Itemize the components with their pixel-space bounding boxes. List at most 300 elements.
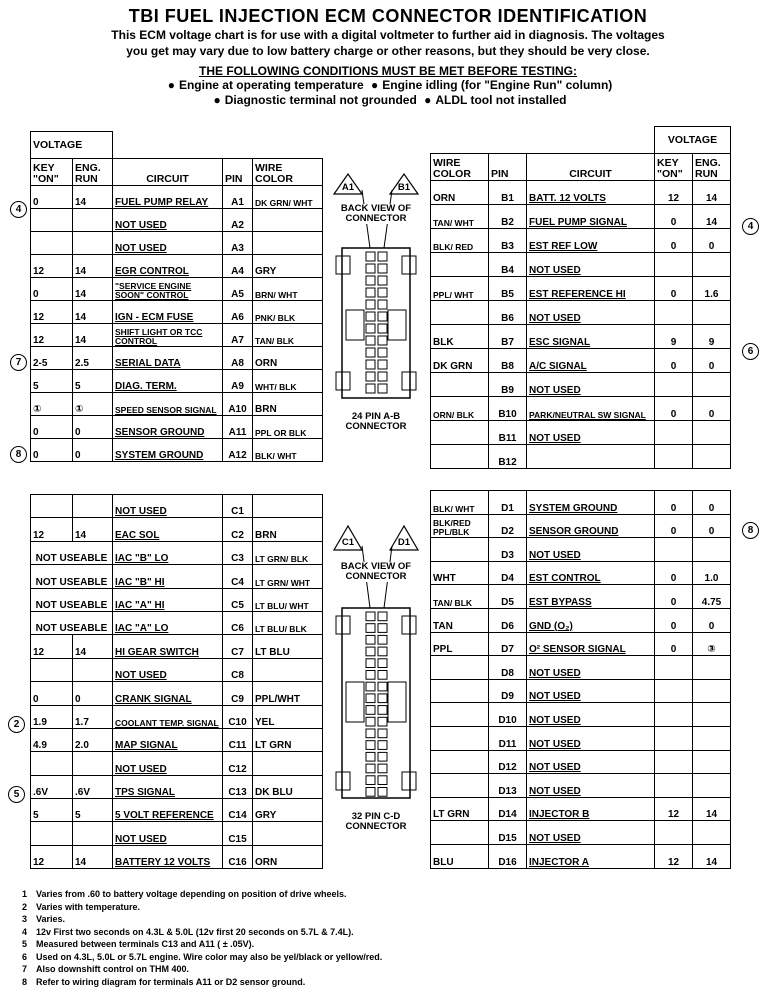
connector-pin <box>366 348 375 357</box>
eng-run-value: 1.7 <box>73 705 113 728</box>
connector-pin <box>378 624 387 633</box>
table-row <box>31 324 323 347</box>
eng-run-value: 14 <box>73 301 113 324</box>
connector-pin <box>366 288 375 297</box>
key-on-value: 4.9 <box>31 728 73 751</box>
wire-color <box>431 421 489 445</box>
key-on-value <box>655 445 693 469</box>
connector-pin <box>378 252 387 261</box>
footnote-text: Varies from .60 to battery voltage depending on position of drive wheels. <box>36 889 347 899</box>
key-on-value <box>655 538 693 562</box>
circuit-name: NOT USED <box>113 232 223 255</box>
note-marker-8-right: 8 <box>742 522 759 539</box>
wire-color <box>431 703 489 727</box>
eng-run-value: 0 <box>73 416 113 439</box>
table-row <box>431 373 731 397</box>
connector-pin <box>378 741 387 750</box>
intro-line-2: you get may vary due to low battery charge or other reasons, but they should be very close. <box>126 44 650 58</box>
eng-run-value <box>693 774 731 798</box>
pin-id: B1 <box>489 181 527 205</box>
pin-id: B6 <box>489 301 527 325</box>
pin-id: A7 <box>223 324 253 347</box>
table-row <box>31 518 323 541</box>
connector-c-table <box>30 494 323 869</box>
pin-id: D11 <box>489 726 527 750</box>
eng-run-value <box>73 495 113 518</box>
b1-label: B1 <box>397 182 411 193</box>
connector-pin <box>366 276 375 285</box>
table-row <box>431 514 731 538</box>
note-marker-8: 8 <box>10 446 27 463</box>
eng-run-value: 0 <box>73 439 113 462</box>
eng-run-value: 0 <box>693 491 731 515</box>
c1-label: C1 <box>341 537 355 548</box>
connector-pin <box>366 612 375 621</box>
table-row <box>31 278 323 301</box>
circuit-name: SPEED SENSOR SIGNAL <box>113 393 223 416</box>
wire-color <box>253 752 323 775</box>
footnote-item <box>22 888 382 901</box>
eng-run-value <box>693 750 731 774</box>
footnote-number: 4 <box>22 926 28 937</box>
wire-color <box>253 822 323 845</box>
key-on-value: 12 <box>31 635 73 658</box>
circuit-name: NOT USED <box>527 421 655 445</box>
eng-run-value: 14 <box>693 205 731 229</box>
footnote-text: Also downshift control on THM 400. <box>36 964 189 974</box>
condition-3: Diagnostic terminal not grounded <box>224 93 417 107</box>
eng-run-value <box>693 253 731 277</box>
connector-pin <box>378 384 387 393</box>
voltage-header: VOLTAGE <box>31 132 113 159</box>
wire-color: PPL/WHT <box>253 682 323 705</box>
key-on-value: 0 <box>655 632 693 656</box>
footnote-item <box>22 926 382 939</box>
circuit-header: CIRCUIT <box>113 159 223 186</box>
table-row <box>31 588 323 611</box>
table-row <box>31 255 323 278</box>
column-header-row <box>431 154 731 181</box>
pin-id: D1 <box>489 491 527 515</box>
pin-id: D12 <box>489 750 527 774</box>
connector-pin <box>378 324 387 333</box>
connector-pin <box>366 764 375 773</box>
table-row <box>31 347 323 370</box>
connector-pin <box>366 635 375 644</box>
connector-pin <box>366 360 375 369</box>
table-row <box>431 774 731 798</box>
circuit-name: NOT USED <box>527 656 655 680</box>
eng-run-value: 2.0 <box>73 728 113 751</box>
circuit-name: NOT USED <box>527 726 655 750</box>
eng-run-value: 0 <box>693 514 731 538</box>
connector-pin <box>366 659 375 668</box>
eng-run-value <box>73 209 113 232</box>
table-row <box>431 277 731 301</box>
connector-b-table <box>430 126 731 469</box>
wire-color: PPL OR BLK <box>253 416 323 439</box>
circuit-name: EST REF LOW <box>527 229 655 253</box>
connector-pin <box>378 776 387 785</box>
footnote-text: Varies with temperature. <box>36 901 141 912</box>
voltage-header-row <box>31 132 323 159</box>
eng-run-value: 14 <box>693 181 731 205</box>
connector-pin <box>366 252 375 261</box>
wire-color: DK GRN <box>431 349 489 373</box>
footnote-text: Used on 4.3L, 5.0L or 5.7L engine. Wire color may also be yel/black or yellow/red. <box>36 951 383 962</box>
eng-run-value: 4.75 <box>693 585 731 609</box>
circuit-name: IAC "B" LO <box>113 541 223 564</box>
eng-run-value <box>693 301 731 325</box>
eng-run-value: 2.5 <box>73 347 113 370</box>
connector-pin <box>366 300 375 309</box>
eng-run-value: 14 <box>693 844 731 868</box>
wire-color <box>253 232 323 255</box>
key-on-value: 12 <box>31 301 73 324</box>
key-on-value <box>655 301 693 325</box>
eng-run-value <box>73 752 113 775</box>
pin-id: B10 <box>489 397 527 421</box>
wire-color: BLU <box>431 844 489 868</box>
circuit-name: COOLANT TEMP. SIGNAL <box>113 705 223 728</box>
footnote-item <box>22 938 382 951</box>
circuit-name: GND (O₂) <box>527 608 655 632</box>
connector-pin <box>366 324 375 333</box>
key-on-value: 0 <box>655 491 693 515</box>
eng-run-value: ① <box>73 393 113 416</box>
eng-run-value: 14 <box>73 845 113 868</box>
pin-id: A5 <box>223 278 253 301</box>
table-row <box>31 728 323 751</box>
connector-pin <box>378 659 387 668</box>
key-on-value: 0 <box>31 186 73 209</box>
pin-id: D13 <box>489 774 527 798</box>
wire-color: BLK/ RED <box>431 229 489 253</box>
pin-id: C5 <box>223 588 253 611</box>
circuit-name: IAC "A" HI <box>113 588 223 611</box>
key-on-value: NOT USEABLE <box>31 541 113 564</box>
key-on-value: 12 <box>655 181 693 205</box>
connector-pin <box>366 741 375 750</box>
wire-color: PPL <box>431 632 489 656</box>
key-on-value: 12 <box>655 797 693 821</box>
footnote-number: 8 <box>22 976 28 987</box>
pin-id: B3 <box>489 229 527 253</box>
table-row <box>31 232 323 255</box>
wire-color <box>431 373 489 397</box>
key-on-value <box>655 774 693 798</box>
wire-color <box>431 726 489 750</box>
key-on-value <box>31 822 73 845</box>
pin-id: D14 <box>489 797 527 821</box>
table-row <box>31 658 323 681</box>
pin-id: D5 <box>489 585 527 609</box>
connector-pin <box>378 276 387 285</box>
note-marker-4: 4 <box>10 201 27 218</box>
pin-id: D4 <box>489 561 527 585</box>
eng-run-value: 14 <box>73 278 113 301</box>
pin-id: B4 <box>489 253 527 277</box>
circuit-name: EST CONTROL <box>527 561 655 585</box>
key-on-value <box>31 232 73 255</box>
eng-run-value <box>693 703 731 727</box>
connector-pin <box>366 776 375 785</box>
key-on-value <box>655 679 693 703</box>
eng-run-value: 0 <box>693 608 731 632</box>
pin-id: D6 <box>489 608 527 632</box>
eng-run-value <box>693 679 731 703</box>
eng-run-value: 14 <box>73 635 113 658</box>
table-row <box>431 325 731 349</box>
pin-id: A4 <box>223 255 253 278</box>
wire-color: PNK/ BLK <box>253 301 323 324</box>
key-on-value: NOT USEABLE <box>31 565 113 588</box>
pin-id: D10 <box>489 703 527 727</box>
footnote-text: 12v First two seconds on 4.3L & 5.0L (12v first 20 seconds on 5.7L & 7.4L). <box>36 926 354 937</box>
key-on-value: 0 <box>31 416 73 439</box>
circuit-name: NOT USED <box>527 301 655 325</box>
table-row <box>31 370 323 393</box>
key-on-header: KEY "ON" <box>31 159 73 186</box>
connector-pin <box>378 788 387 797</box>
condition-4: ALDL tool not installed <box>435 93 567 107</box>
table-row <box>31 209 323 232</box>
circuit-name: EST BYPASS <box>527 585 655 609</box>
circuit-name: EST REFERENCE HI <box>527 277 655 301</box>
pin-id: C14 <box>223 799 253 822</box>
circuit-name: "SERVICE ENGINE SOON" CONTROL <box>113 278 223 301</box>
eng-run-value: 9 <box>693 325 731 349</box>
pin-id: B12 <box>489 445 527 469</box>
key-on-value: 0 <box>655 397 693 421</box>
key-on-value <box>655 703 693 727</box>
connector-pin <box>378 635 387 644</box>
circuit-name: FUEL PUMP SIGNAL <box>527 205 655 229</box>
wire-color <box>431 656 489 680</box>
connector-pin <box>378 312 387 321</box>
wire-color: LT BLU/ WHT <box>253 588 323 611</box>
table-row <box>31 439 323 462</box>
footnotes <box>22 888 382 988</box>
connector-pin <box>366 312 375 321</box>
key-on-value <box>655 821 693 845</box>
circuit-name: SHIFT LIGHT OR TCC CONTROL <box>113 324 223 347</box>
pin-id: D7 <box>489 632 527 656</box>
circuit-name: NOT USED <box>527 821 655 845</box>
pin-id: D15 <box>489 821 527 845</box>
wire-color <box>431 253 489 277</box>
a1-label: A1 <box>341 182 355 193</box>
table-row <box>31 541 323 564</box>
wire-color: YEL <box>253 705 323 728</box>
wire-color-header: WIRE COLOR <box>431 154 489 181</box>
eng-run-value <box>693 656 731 680</box>
wire-color <box>431 538 489 562</box>
key-on-value: 12 <box>31 324 73 347</box>
circuit-name: TPS SIGNAL <box>113 775 223 798</box>
connector-a-table <box>30 131 323 462</box>
pin-id: C4 <box>223 565 253 588</box>
key-on-value: 1.9 <box>31 705 73 728</box>
connector-pin <box>378 752 387 761</box>
eng-run-value <box>693 445 731 469</box>
pin-id: D8 <box>489 656 527 680</box>
wire-color: BRN/ WHT <box>253 278 323 301</box>
wire-color <box>253 495 323 518</box>
note-marker-5: 5 <box>8 786 25 803</box>
key-on-value: 5 <box>31 799 73 822</box>
condition-1: Engine at operating temperature <box>178 78 364 92</box>
eng-run-value <box>73 822 113 845</box>
table-row <box>31 845 323 868</box>
eng-run-value: 0 <box>693 229 731 253</box>
table-row <box>431 844 731 868</box>
circuit-name: SYSTEM GROUND <box>113 439 223 462</box>
eng-run-value: .6V <box>73 775 113 798</box>
table-row <box>31 775 323 798</box>
pin-id: C13 <box>223 775 253 798</box>
footnote-item <box>22 976 382 989</box>
circuit-name: IAC "A" LO <box>113 611 223 634</box>
key-on-value: 0 <box>655 608 693 632</box>
key-on-value <box>655 656 693 680</box>
wire-color <box>253 209 323 232</box>
pin-id: A8 <box>223 347 253 370</box>
circuit-name: SYSTEM GROUND <box>527 491 655 515</box>
pin-id: C8 <box>223 658 253 681</box>
pin-id: C12 <box>223 752 253 775</box>
circuit-name <box>527 445 655 469</box>
pin-id: A3 <box>223 232 253 255</box>
key-on-value: 12 <box>31 255 73 278</box>
pin-id: A12 <box>223 439 253 462</box>
connector-pin <box>378 706 387 715</box>
circuit-name: 5 VOLT REFERENCE <box>113 799 223 822</box>
conditions-line-2 <box>0 93 776 108</box>
footnote-text: Refer to wiring diagram for terminals A11 or D2 sensor ground. <box>36 976 306 987</box>
pin-id: C2 <box>223 518 253 541</box>
pin-id: A6 <box>223 301 253 324</box>
pin-id: D2 <box>489 514 527 538</box>
key-on-value: 12 <box>31 518 73 541</box>
circuit-name: NOT USED <box>527 373 655 397</box>
circuit-header: CIRCUIT <box>527 154 655 181</box>
connector-pin <box>366 336 375 345</box>
wire-color: BLK/RED PPL/BLK <box>431 514 489 538</box>
wire-color: ORN <box>431 181 489 205</box>
circuit-name: NOT USED <box>527 750 655 774</box>
circuit-name: HI GEAR SWITCH <box>113 635 223 658</box>
circuit-name: NOT USED <box>527 703 655 727</box>
key-on-value: 0 <box>655 514 693 538</box>
pin-id: C6 <box>223 611 253 634</box>
note-marker-7: 7 <box>10 354 27 371</box>
table-row <box>431 301 731 325</box>
back-view-label: BACK VIEW OF CONNECTOR <box>338 204 414 224</box>
key-on-value <box>31 495 73 518</box>
table-row <box>31 799 323 822</box>
circuit-name: BATTERY 12 VOLTS <box>113 845 223 868</box>
key-on-value <box>655 253 693 277</box>
table-row <box>431 253 731 277</box>
wire-color: LT BLU/ BLK <box>253 611 323 634</box>
wire-color <box>431 821 489 845</box>
intro-line-1: This ECM voltage chart is for use with a digital voltmeter to further aid in diagnosis. The voltages <box>111 28 665 42</box>
wire-color: WHT <box>431 561 489 585</box>
key-on-header: KEY "ON" <box>655 154 693 181</box>
note-marker-4-right: 4 <box>742 218 759 235</box>
key-on-value: 0 <box>31 278 73 301</box>
bullet-icon: ● <box>371 78 379 92</box>
eng-run-value <box>693 421 731 445</box>
eng-run-header: ENG. RUN <box>73 159 113 186</box>
wire-color: TAN/ WHT <box>431 205 489 229</box>
connector-pin <box>366 671 375 680</box>
wire-color: BLK/ WHT <box>253 439 323 462</box>
bullet-icon: ● <box>213 93 221 107</box>
voltage-header-row <box>431 127 731 154</box>
circuit-name: IGN - ECM FUSE <box>113 301 223 324</box>
connector-pin <box>378 300 387 309</box>
eng-run-value: 14 <box>73 186 113 209</box>
bullet-icon: ● <box>424 93 432 107</box>
circuit-name: MAP SIGNAL <box>113 728 223 751</box>
connector-pin <box>366 694 375 703</box>
key-on-value: 0 <box>655 349 693 373</box>
eng-run-value: 14 <box>73 324 113 347</box>
conditions-line-1 <box>0 78 776 93</box>
voltage-header: VOLTAGE <box>655 127 731 154</box>
table-row <box>31 705 323 728</box>
wire-color: ORN <box>253 347 323 370</box>
page-header <box>0 6 776 108</box>
connector-pin <box>366 752 375 761</box>
connector-pin <box>378 360 387 369</box>
circuit-name: INJECTOR A <box>527 844 655 868</box>
connector-pin <box>366 647 375 656</box>
connector-ab-drawing <box>326 160 426 420</box>
key-on-value: 0 <box>31 439 73 462</box>
circuit-name: FUEL PUMP RELAY <box>113 186 223 209</box>
wire-color: BRN <box>253 518 323 541</box>
conditions-title: THE FOLLOWING CONDITIONS MUST BE MET BEFORE TESTING: <box>199 64 577 78</box>
wire-color: BLK <box>431 325 489 349</box>
pin-id: A1 <box>223 186 253 209</box>
circuit-name: O² SENSOR SIGNAL <box>527 632 655 656</box>
wire-color <box>431 679 489 703</box>
key-on-value <box>31 752 73 775</box>
table-row <box>31 611 323 634</box>
key-on-value: 0 <box>655 229 693 253</box>
pin-id: D3 <box>489 538 527 562</box>
wire-color <box>431 774 489 798</box>
note-marker-6: 6 <box>742 343 759 360</box>
table-row <box>431 656 731 680</box>
circuit-name: A/C SIGNAL <box>527 349 655 373</box>
key-on-value: 0 <box>655 205 693 229</box>
eng-run-value: 1.0 <box>693 561 731 585</box>
table-row <box>431 181 731 205</box>
wire-color <box>431 301 489 325</box>
connector-pin <box>378 612 387 621</box>
circuit-name: NOT USED <box>527 253 655 277</box>
table-row <box>431 679 731 703</box>
key-on-value <box>655 750 693 774</box>
pin-id: B8 <box>489 349 527 373</box>
blank-header <box>431 127 655 154</box>
pin-id: A2 <box>223 209 253 232</box>
eng-run-value: 1.6 <box>693 277 731 301</box>
